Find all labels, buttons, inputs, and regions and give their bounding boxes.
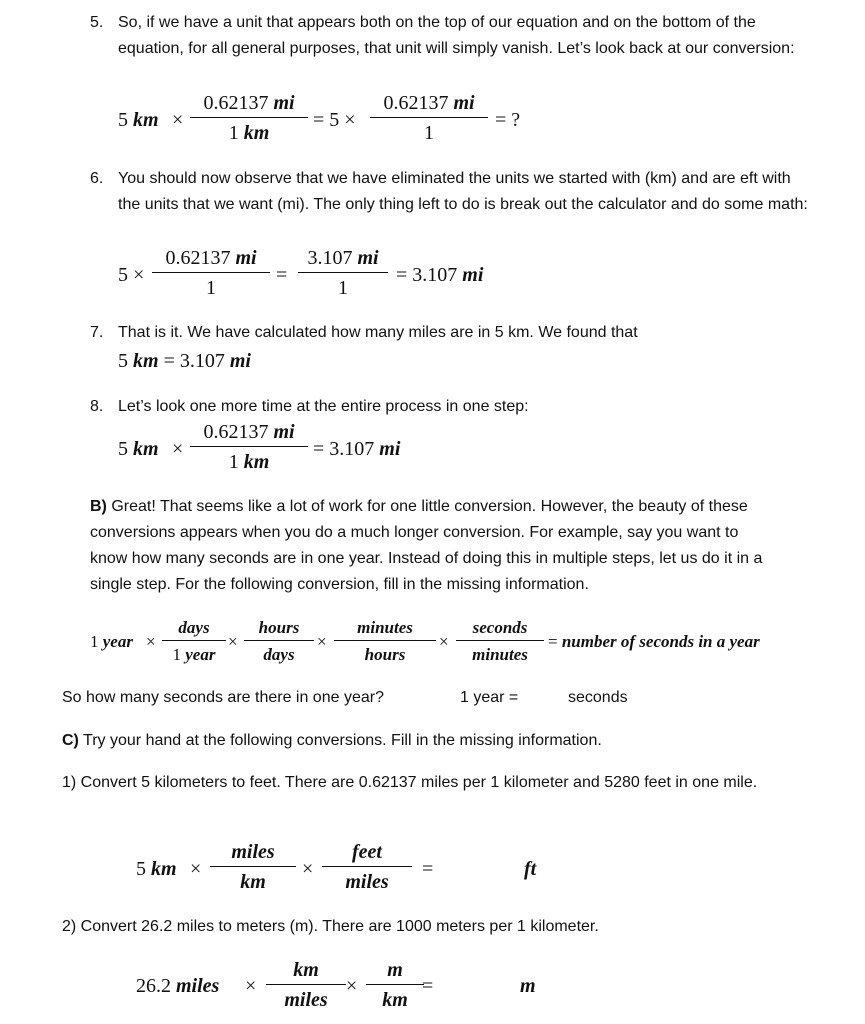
eqb-f2-num: hours [258,618,300,637]
eq7-lhs: 5 [118,350,128,372]
eq5-lhs-unit: km [133,109,159,131]
eq6-f2-num-unit: mi [357,247,379,269]
eqb-f4-den: minutes [472,645,528,664]
p2-f2-den: km [382,989,408,1011]
eq8-result [313,438,400,461]
eq7-rhs: = 3.107 [163,350,225,372]
eq5-f1-num: 0.62137 [203,92,269,114]
eqb-lhs [90,632,133,652]
eqb-f3-num: minutes [357,618,413,637]
p1-lhs-value: 5 [136,858,146,880]
p2-equals: = [422,975,434,997]
eq5-f1-den-unit: km [243,122,270,144]
eqb-times-3: × [317,632,327,651]
p2-f2-num: m [387,959,403,981]
eq6-f2-num: 3.107 [307,247,353,269]
eqb-equals: = [548,632,558,651]
problem-2-text: 2) Convert 26.2 miles to meters (m). There are 1000 meters per 1 kilometer. [62,918,599,935]
p1-result-unit: ft [524,858,537,880]
eqb-fraction-minutes [334,619,436,663]
step-6-text: You should now observe that we have eliminated the units we started with (km) and are eft with the units that we want (mi). The only thing left to do is break out the calculator and do some math: [118,170,808,213]
eq6-f2-den: 1 [338,277,348,299]
eqb-fraction-days [162,619,226,663]
p2-f1-den: miles [284,989,328,1011]
eq5-f1-den: 1 [228,122,239,144]
p1-f1-num: miles [231,841,275,863]
section-c-text: Try your hand at the following conversions. Fill in the missing information. [78,732,602,749]
eq6-equals: = [276,264,288,286]
eq8-result-value: = 3.107 [313,438,375,460]
eq5-f1-num-unit: mi [273,92,295,114]
eq6-result [396,264,483,287]
eqb-times-2: × [228,632,238,651]
eq5-f2-den: 1 [424,122,434,144]
eqb-f3-den: hours [364,645,406,664]
step-6-number: 6. [90,170,104,187]
step-8-number: 8. [90,398,104,415]
eq7-rhs-unit: mi [229,350,251,372]
section-c-paragraph [62,728,802,754]
eq8-lhs [118,438,159,461]
eqb-f2-den: days [263,645,295,664]
step-7-equation [118,350,251,373]
p1-fraction-feet-miles [322,842,412,892]
p2-lhs [136,975,219,998]
section-b-label: B) [90,498,107,515]
p2-lhs-value: 26.2 [136,975,171,997]
p1-times-1: × [190,858,202,880]
step-7-number: 7. [90,324,104,341]
eq7-lhs-unit: km [133,350,159,372]
eqb-f1-den-unit: year [185,645,216,664]
eq6-lhs: 5 × [118,264,145,286]
eqb-lhs-unit: year [102,632,133,651]
eq5-lhs [118,109,159,132]
step-7-text: That is it. We have calculated how many miles are in 5 km. We found that [118,324,638,341]
eq6-f1-num: 0.62137 [165,247,231,269]
p2-times-2: × [346,975,358,997]
problem-1-text: 1) Convert 5 kilometers to feet. There are 0.62137 miles per 1 kilometer and 5280 feet in one mile. [62,774,758,791]
step-8-text: Let’s look one more time at the entire process in one step: [118,398,529,415]
section-b-text: Great! That seems like a lot of work for one little conversion. However, the beauty of these conversions appears when you do a much longer conversion. For example, say you want to know how many seconds are in one year. Instead of doing this in multiple steps, let us do it in a single step. For the following conversion, fill in the missing information. [90,498,763,593]
eq6-result-value: = 3.107 [396,264,458,286]
p1-fraction-miles-km [210,842,296,892]
eq8-f-num-unit: mi [273,421,295,443]
eq8-fraction [190,422,308,472]
eq8-f-den-unit: km [243,451,270,473]
eqb-f1-den-value: 1 [172,645,182,664]
eq6-f1-den: 1 [206,277,216,299]
p1-f2-num: feet [352,841,382,863]
section-b-answer-unit: seconds [568,689,628,706]
eqb-lhs-value: 1 [90,632,99,651]
eq6-f1-num-unit: mi [235,247,257,269]
eq5-f2-num-unit: mi [453,92,475,114]
eq6-fraction-2 [298,248,388,298]
eq5-lhs-value: 5 [118,109,128,131]
p2-fraction-km-miles [266,960,346,1010]
section-b-paragraph [90,494,780,598]
p1-times-2: × [302,858,314,880]
eq8-f-den: 1 [228,451,239,473]
p1-lhs-unit: km [151,858,177,880]
eq8-times: × [172,438,184,460]
p1-f2-den: miles [345,871,389,893]
step-5-text: So, if we have a unit that appears both on the top of our equation and on the bottom of the equation, for all general purposes, that unit will simply vanish. Let’s look back at our conversion: [118,14,795,57]
section-c-label: C) [62,732,79,749]
eqb-times-4: × [439,632,449,651]
eqb-f4-num: seconds [472,618,528,637]
eq5-times: × [172,109,184,131]
eq5-equals-question: = ? [495,109,521,131]
p2-f1-num: km [293,959,319,981]
eqb-f1-num: days [178,618,210,637]
eq5-equals-5: = 5 × [313,109,356,131]
step-5-number: 5. [90,14,104,31]
eq6-result-unit: mi [462,264,484,286]
p1-f1-den: km [240,871,266,893]
eq5-fraction-2 [370,93,488,143]
eqb-result [548,632,760,652]
section-b-question: So how many seconds are there in one year? [62,689,384,706]
eqb-times-1: × [146,632,156,651]
p1-equals: = [422,858,434,880]
p1-lhs [136,858,177,881]
eqb-result-text: number of seconds in a year [561,632,760,651]
p2-result-unit: m [520,975,536,997]
p2-times-1: × [245,975,257,997]
eq5-fraction-1 [190,93,308,143]
section-b-answer-label: 1 year = [460,689,519,706]
p2-fraction-m-km [366,960,424,1010]
eq8-lhs-value: 5 [118,438,128,460]
eq5-f2-num: 0.62137 [383,92,449,114]
eqb-fraction-hours [244,619,314,663]
eq8-result-unit: mi [379,438,401,460]
eq6-fraction-1 [152,248,270,298]
eq8-lhs-unit: km [133,438,159,460]
p2-lhs-unit: miles [176,975,220,997]
eqb-fraction-seconds [456,619,544,663]
eq8-f-num: 0.62137 [203,421,269,443]
